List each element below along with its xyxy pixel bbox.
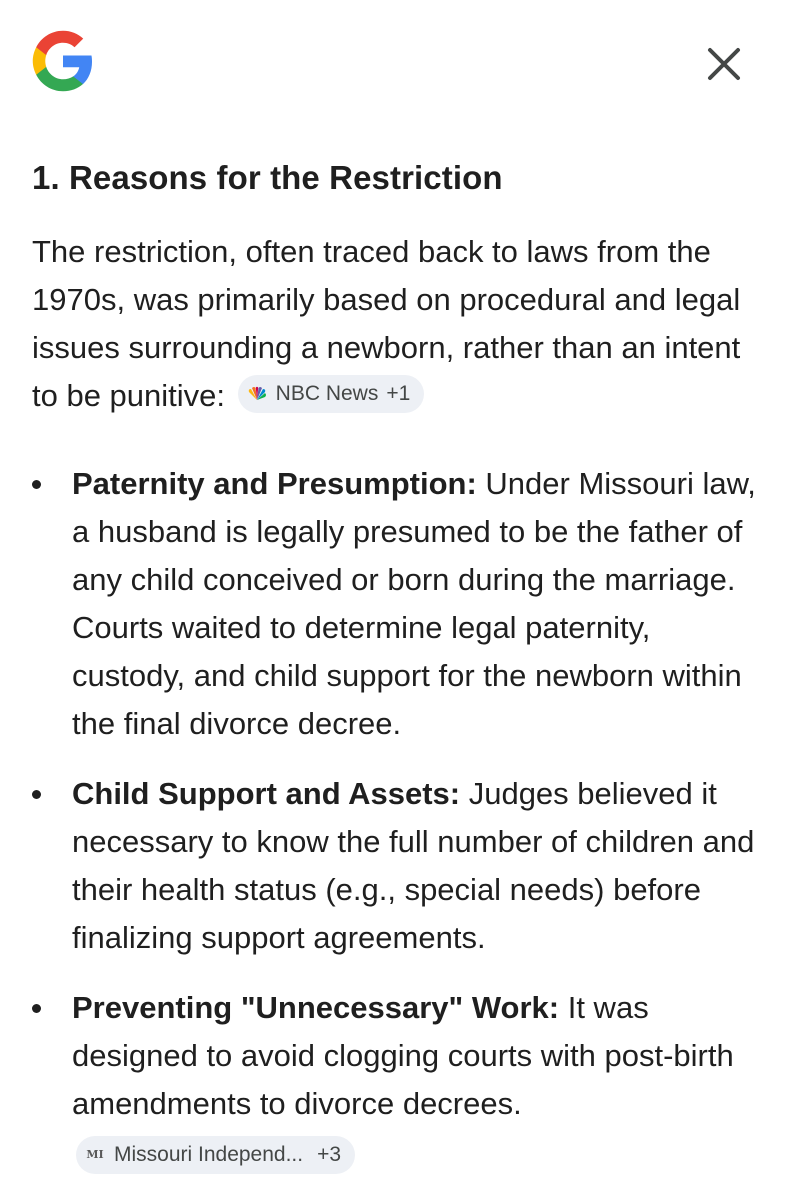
list-item [32, 770, 772, 962]
intro-paragraph [32, 228, 772, 420]
list-item [32, 460, 772, 748]
list-item-text: Under Missouri law, a husband is legally presumed to be the father of any child conceived or born during the marriage. Courts waited to determine legal paternity, custody, and child support for the newborn within the final divorce decree. [72, 466, 756, 741]
missouri-independent-icon: MI [86, 1148, 104, 1161]
source-chip-nbc[interactable] [238, 375, 425, 413]
chip-count: +1 [386, 382, 411, 405]
list-item-heading: Child Support and Assets: [72, 776, 461, 811]
chip-count: +3 [317, 1143, 342, 1166]
bullet-dot [32, 1004, 41, 1013]
header [0, 0, 800, 130]
chip-label: NBC News [275, 382, 379, 405]
reasons-list [32, 460, 772, 1176]
bullet-dot [32, 480, 41, 489]
list-item-heading: Paternity and Presumption: [72, 466, 477, 501]
nbc-peacock-icon [246, 386, 268, 402]
list-item [32, 984, 772, 1176]
close-button[interactable] [700, 40, 748, 88]
chip-label: Missouri Independ... [114, 1143, 304, 1166]
section-title: 1. Reasons for the Restriction [32, 159, 503, 196]
list-item-text: It was designed to avoid clogging courts with post-birth amendments to divorce decrees. [72, 990, 734, 1121]
list-item-text: Judges believed it necessary to know the full number of children and their health status (e.g., special needs) before finalizing support agreements. [72, 776, 755, 955]
google-g-logo-icon [30, 28, 96, 94]
intro-text: The restriction, often traced back to laws from the 1970s, was primarily based on procedural and legal issues surrounding a newborn, rather than an intent to be punitive: [32, 234, 741, 413]
source-chip-missouri-independent[interactable] [76, 1136, 355, 1174]
list-item-heading: Preventing "Unnecessary" Work: [72, 990, 560, 1025]
bullet-dot [32, 790, 41, 799]
answer-content [32, 152, 772, 1198]
